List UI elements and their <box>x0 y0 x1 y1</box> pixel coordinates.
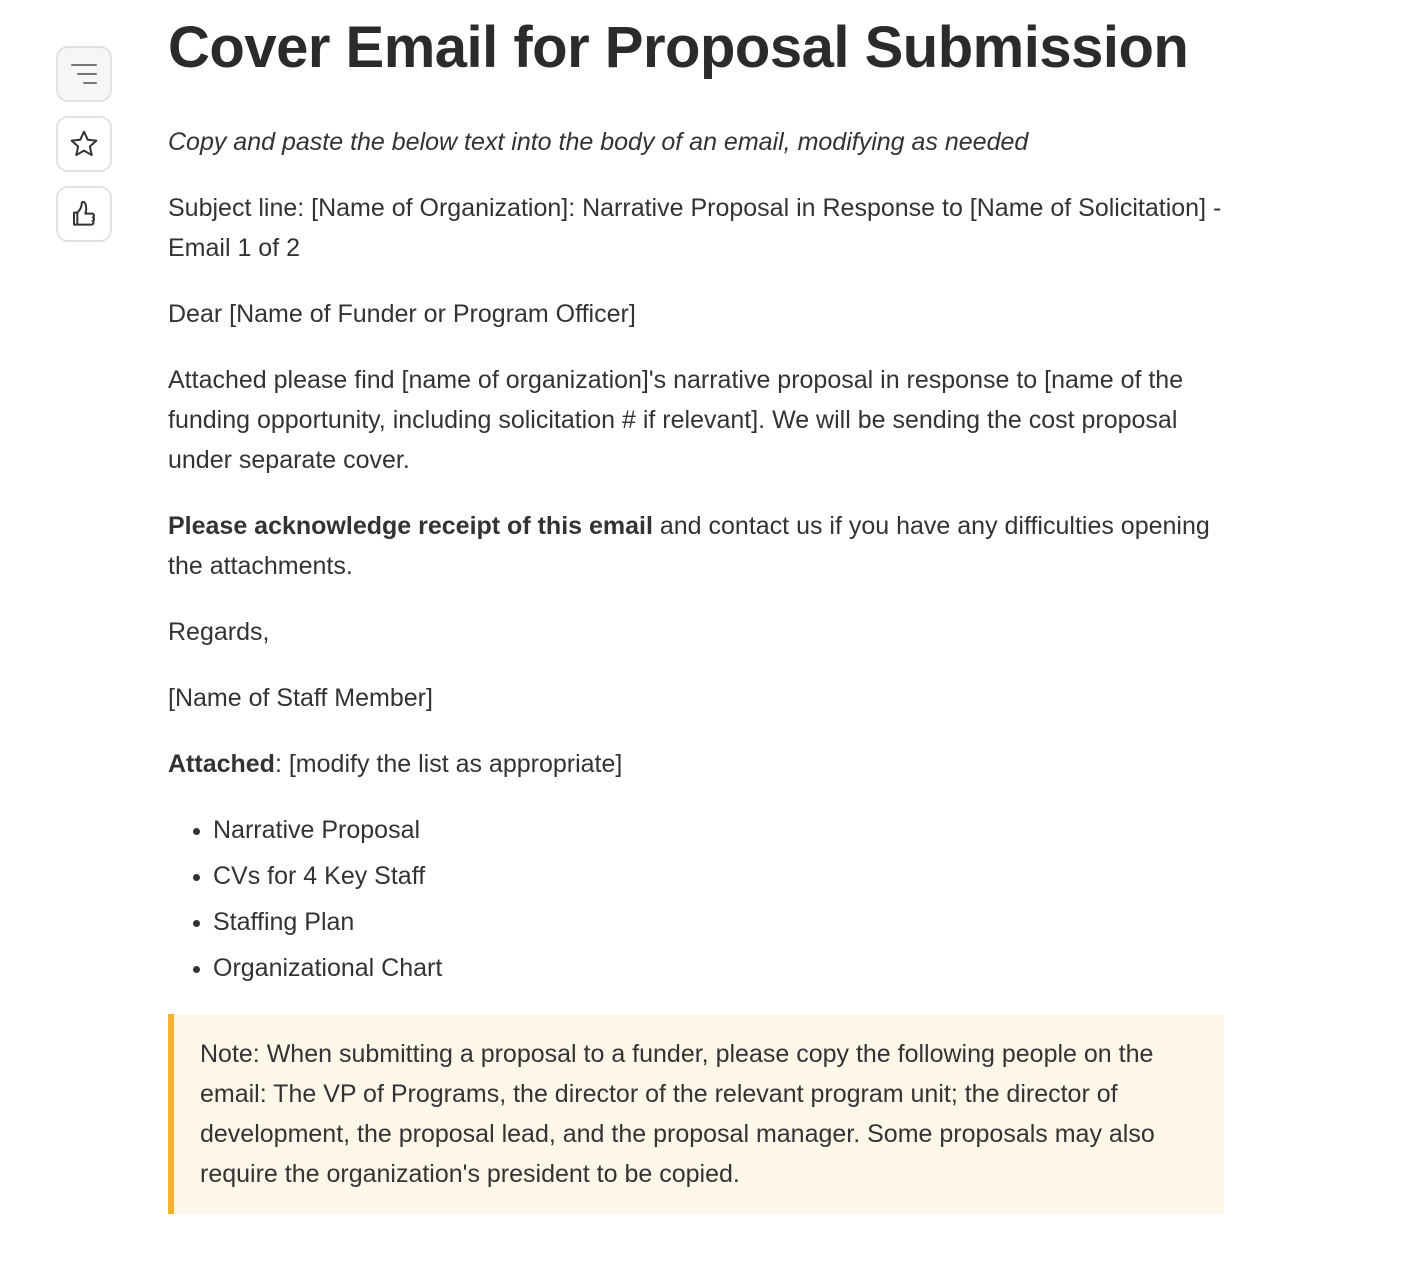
sidebar-actions <box>56 46 112 242</box>
greeting: Dear [Name of Funder or Program Officer] <box>168 300 636 328</box>
subject-line: Subject line: [Name of Organization]: Narrative Proposal in Response to [Name of Solicitation] - Email 1 of 2 <box>168 194 1222 262</box>
list-item: • Narrative Proposal <box>213 810 1224 850</box>
list-item: • Staffing Plan <box>213 902 1224 942</box>
table-of-contents-button[interactable] <box>56 46 112 102</box>
body-paragraph: Attached please find [name of organization]'s narrative proposal in response to [name of the funding opportunity, including solicitation # if relevant]. We will be sending the cost proposal under separate cover. <box>168 366 1184 474</box>
thumbs-up-icon <box>68 198 100 230</box>
attachments-list <box>168 810 1224 988</box>
attached-rest: : [modify the list as appropriate] <box>274 750 623 778</box>
attached-heading <box>168 744 1224 784</box>
acknowledge-bold: Please acknowledge receipt of this email <box>168 512 653 540</box>
acknowledge-paragraph <box>168 506 1224 586</box>
list-item: • Organizational Chart <box>213 948 1224 988</box>
star-icon <box>68 128 100 160</box>
favorite-button[interactable] <box>56 116 112 172</box>
note-callout <box>168 1014 1224 1214</box>
intro-text: Copy and paste the below text into the body of an email, modifying as needed <box>168 128 1029 156</box>
note-text: Note: When submitting a proposal to a funder, please copy the following people on the email: The VP of Programs, the director of the relevant program unit; the director of development, the proposal lead, and the proposal manager. Some proposals may also require the organization's president to be copied. <box>200 1040 1155 1188</box>
article <box>168 0 1224 1214</box>
list-item: • CVs for 4 Key Staff <box>213 856 1224 896</box>
attached-label: Attached <box>168 750 275 778</box>
page-title: Cover Email for Proposal Submission <box>168 15 1189 80</box>
list-icon <box>69 61 99 87</box>
signature: [Name of Staff Member] <box>168 684 433 712</box>
acknowledge-rest: and contact us if you have any difficulties opening the attachments. <box>168 512 1210 580</box>
like-button[interactable] <box>56 186 112 242</box>
closing: Regards, <box>168 618 270 646</box>
